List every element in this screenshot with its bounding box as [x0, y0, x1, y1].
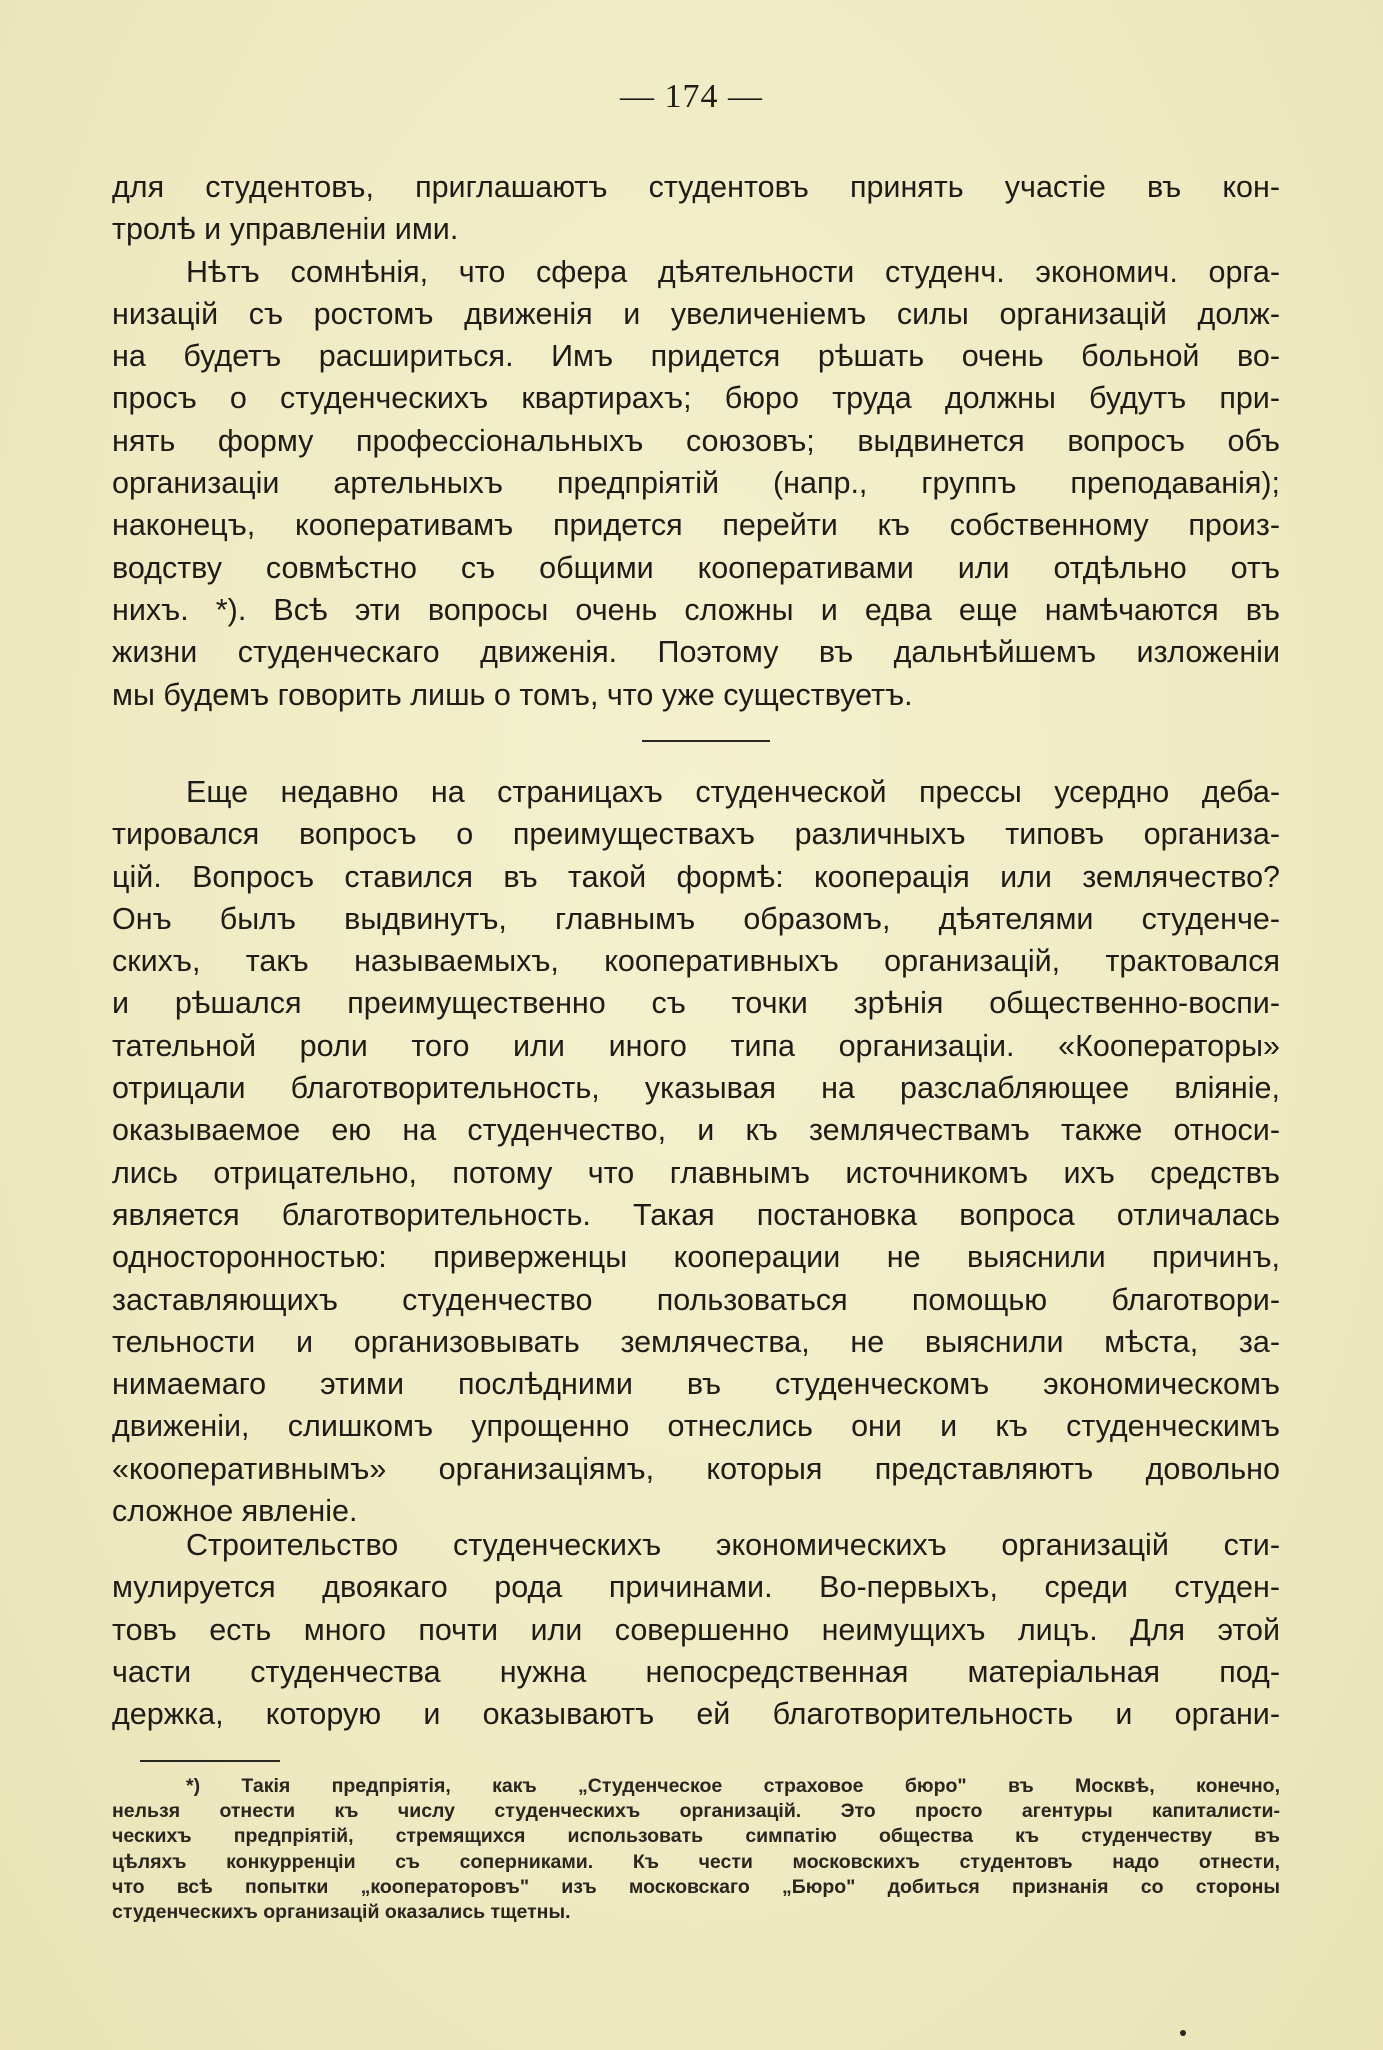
text-line: является благотворительность. Такая постановка вопроса отличалась — [112, 1197, 1280, 1232]
text-line: тролѣ и управленіи ими. — [112, 212, 459, 247]
footnote-line: студенческихъ организацій оказались тщетны. — [112, 1900, 571, 1923]
footnote — [112, 1774, 1280, 1925]
text-line: нять форму профессіональныхъ союзовъ; выдвинется вопросъ объ — [112, 423, 1280, 458]
text-line: наконецъ, кооперативамъ придется перейти къ собственному произ- — [112, 508, 1280, 543]
footnote-line: нельзя отнести къ числу студенческихъ организацій. Это просто агентуры капиталисти- — [112, 1800, 1280, 1823]
text-line: водству совмѣстно съ общими кооперативами или отдѣльно отъ — [112, 550, 1280, 585]
text-line: Еще недавно на страницахъ студенческой прессы усердно деба- — [186, 775, 1280, 809]
text-line: сложное явленіе. — [112, 1494, 358, 1529]
text-line: для студентовъ, приглашаютъ студентовъ принять участіе въ кон- — [112, 170, 1280, 204]
text-line: товъ есть много почти или совершенно неимущихъ лицъ. Для этой — [112, 1612, 1280, 1647]
footnote-rule — [140, 1760, 280, 1762]
text-line: тательной роли того или иного типа организаціи. «Кооператоры» — [112, 1028, 1280, 1063]
text-line: просъ о студенческихъ квартирахъ; бюро труда должны будутъ при- — [112, 381, 1280, 416]
text-block-bottom — [112, 1524, 1280, 1735]
text-line: Строительство студенческихъ экономическихъ организацій сти- — [186, 1528, 1280, 1562]
text-block-middle — [112, 771, 1280, 1532]
text-line: держка, которую и оказываютъ ей благотворительность и органи- — [112, 1697, 1280, 1732]
footnote-line: ческихъ предпріятій, стремящихся использовать симпатію общества къ студенчеству въ — [112, 1825, 1280, 1848]
footnote-line: *) Такія предпріятія, какъ „Студенческое страховое бюро" въ Москвѣ, конечно, — [186, 1775, 1280, 1797]
text-block-top — [112, 166, 1280, 716]
text-line: жизни студенческаго движенія. Поэтому въ дальнѣйшемъ изложеніи — [112, 635, 1280, 670]
ink-speck — [1180, 2030, 1186, 2036]
footnote-line: цѣляхъ конкурренціи съ соперниками. Къ чести московскихъ студентовъ надо отнести, — [112, 1850, 1280, 1873]
text-line: мы будемъ говорить лишь о томъ, что уже существуетъ. — [112, 677, 913, 712]
text-line: нихъ. *). Всѣ эти вопросы очень сложны и едва еще намѣчаются въ — [112, 592, 1280, 627]
text-line: Онъ былъ выдвинутъ, главнымъ образомъ, дѣятелями студенче- — [112, 901, 1280, 936]
text-line: односторонностью: приверженцы кооперации не выяснили причинъ, — [112, 1240, 1280, 1275]
text-line: Нѣтъ сомнѣнія, что сфера дѣятельности студенч. экономич. орга- — [186, 254, 1280, 289]
text-line: нимаемаго этими послѣдними въ студенческомъ экономическомъ — [112, 1367, 1280, 1402]
section-divider — [642, 740, 770, 742]
text-line: заставляющихъ студенчество пользоваться помощью благотвори- — [112, 1282, 1280, 1317]
text-line: оказываемое ею на студенчество, и къ землячествамъ также относи- — [112, 1113, 1280, 1148]
text-line: организаціи артельныхъ предпріятій (напр., группъ преподаванія); — [112, 466, 1280, 501]
page-number: — 174 — — [620, 78, 763, 115]
text-line: «кооперативнымъ» организаціямъ, которыя представляютъ довольно — [112, 1451, 1280, 1486]
text-line: части студенчества нужна непосредственная матеріальная под- — [112, 1654, 1280, 1689]
text-line: движеніи, слишкомъ упрощенно отнеслись они и къ студенческимъ — [112, 1409, 1280, 1444]
text-line: скихъ, такъ называемыхъ, кооперативныхъ организацій, трактовался — [112, 944, 1280, 979]
text-line: на будетъ расшириться. Имъ придется рѣшать очень больной во- — [112, 339, 1280, 374]
text-line: и рѣшался преимущественно съ точки зрѣнія общественно-воспи- — [112, 986, 1280, 1021]
text-line: тельности и организовывать землячества, не выяснили мѣста, за- — [112, 1324, 1280, 1359]
text-line: мулируется двоякаго рода причинами. Во-первыхъ, среди студен- — [112, 1570, 1280, 1605]
text-line: лись отрицательно, потому что главнымъ источникомъ ихъ средствъ — [112, 1155, 1280, 1190]
text-line: тировался вопросъ о преимуществахъ различныхъ типовъ организа- — [112, 817, 1280, 852]
text-line: отрицали благотворительность, указывая на разслабляющее вліяніе, — [112, 1071, 1280, 1106]
footnote-line: что всѣ попытки „кооператоровъ" изъ московскаго „Бюро" добиться признанія со стороны — [112, 1875, 1280, 1898]
text-line: цій. Вопросъ ставился въ такой формѣ: кооперація или землячество? — [112, 859, 1280, 894]
text-line: низацій съ ростомъ движенія и увеличеніемъ силы организацій долж- — [112, 296, 1280, 331]
